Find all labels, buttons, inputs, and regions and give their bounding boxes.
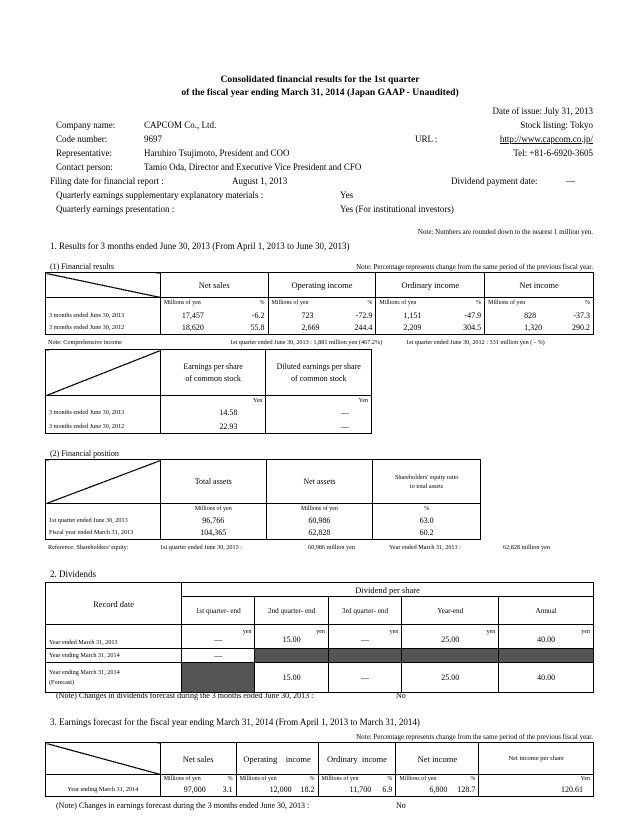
row-label: 3 months ended June 30, 2013 — [46, 309, 161, 322]
dividends-forecast-note-value: No — [396, 691, 406, 700]
stock-listing: Stock listing: Tokyo — [520, 120, 593, 130]
comprehensive-income-2013: 1st quarter ended June 30, 2013 : 1,881 million yen (467.2%) — [230, 339, 383, 346]
unit-yen: Yen — [479, 775, 594, 784]
dividend-payment-value: ― — [566, 176, 575, 186]
unit-pct: % — [585, 300, 590, 307]
reference-q1-label: 1st quarter ended June 30, 2013 : — [160, 544, 242, 551]
table-row — [46, 663, 594, 693]
row-label: Year ending March 31, 2014 — [46, 784, 161, 797]
cell: -6.2 — [251, 310, 265, 320]
table-corner — [46, 460, 161, 504]
cell: 723 — [301, 310, 314, 320]
col-net-income-per-share: Net income per share — [479, 743, 594, 775]
contact-label: Contact person: — [56, 162, 113, 172]
row-label: 3 months ended June 30, 2012 — [46, 322, 161, 335]
unit-pct: % — [470, 776, 476, 783]
row-label: 3 months ended June 30, 2013 — [46, 406, 161, 420]
cell: 18.2 — [300, 785, 315, 795]
row-label: 1st quarter ended June 30, 2013 — [46, 514, 161, 527]
col-q1-end: 1st quarter- end — [182, 597, 255, 625]
comprehensive-income-2012: 1st quarter ended June 30, 2012 : 331 million yen ( - %) — [406, 339, 545, 346]
shaded-cell — [328, 649, 401, 663]
company-label: Company name: — [56, 120, 116, 130]
unit-pct: % — [373, 504, 481, 514]
col-dividend-per-share: Dividend per share — [182, 583, 594, 597]
reference-q1-value: 60,986 million yen — [308, 544, 355, 551]
table-row — [46, 322, 594, 335]
dividends-forecast-note: (Note) Changes in dividends forecast during the 3 months ended June 30, 2013 : — [56, 691, 314, 700]
col-total-assets: Total assets — [160, 460, 266, 504]
cell: 14.58 — [160, 406, 266, 420]
col-equity-ratio: Shareholders' equity ratio to total assets — [373, 460, 481, 504]
row-label: Fiscal year ended March 31, 2013 — [46, 527, 161, 540]
table-row — [46, 527, 481, 540]
cell: 15.00 — [255, 663, 328, 693]
reference-label: Reference: Shareholders' equity: — [48, 544, 129, 551]
unit-pct: % — [259, 300, 265, 307]
table-row — [46, 309, 594, 322]
cell: ― — [328, 663, 401, 693]
col-eps: Earnings per share of common stock — [160, 350, 266, 396]
document-title-line1: Consolidated financial results for the 1st quarter — [220, 74, 420, 85]
unit-myen: Millions of yen — [266, 504, 373, 514]
col-net-assets: Net assets — [266, 460, 373, 504]
row-label: Year ended March 31, 2013 — [46, 625, 182, 649]
unit-pct: % — [367, 300, 373, 307]
cell: 25.00 — [402, 663, 499, 693]
unit-myen: Millions of yen — [399, 776, 437, 783]
cell: ― — [266, 406, 372, 420]
table-row — [46, 649, 594, 663]
financial-results-note: Note: Percentage represents change from the same period of the previous fiscal year. — [356, 263, 593, 271]
cell: ― — [361, 635, 370, 644]
contact-value: Tamio Oda, Director and Executive Vice President and CFO — [144, 162, 362, 172]
unit-yen: yen — [242, 629, 252, 635]
shaded-cell — [499, 649, 594, 663]
cell: 104,365 — [160, 527, 266, 540]
unit-myen: Millions of yen — [488, 300, 526, 307]
cell: 22.93 — [160, 420, 266, 434]
unit-pct: % — [476, 300, 482, 307]
forecast-heading: 3. Earnings forecast for the fiscal year ending March 31, 2014 (From April 1, 2013 to March 31, 2014) — [50, 717, 420, 727]
cell: 128.7 — [457, 785, 476, 795]
col-net-sales: Net sales — [160, 743, 236, 775]
representative-value: Haruhiro Tsujimoto, President and COO — [144, 148, 290, 158]
shaded-cell — [182, 663, 255, 693]
cell: 15.00 — [282, 635, 301, 644]
unit-yen: Yen — [266, 396, 372, 406]
forecast-note: Note: Percentage represents change from the same period of the previous fiscal year. — [356, 733, 593, 741]
col-net-income: Net income — [396, 743, 479, 775]
earnings-forecast-note: (Note) Changes in earnings forecast during the 3 months ended June 30, 2013 : — [56, 801, 310, 810]
financial-results-heading: (1) Financial results — [50, 262, 114, 271]
cell: 63.0 — [373, 514, 481, 527]
code-label: Code number: — [56, 134, 108, 144]
table-row — [46, 514, 481, 527]
reference-fy-label: Year ended March 31, 2013 : — [389, 544, 461, 551]
unit-pct: % — [309, 776, 315, 783]
table-row — [46, 625, 594, 649]
financial-results-table — [45, 272, 594, 335]
table-row — [46, 784, 594, 797]
cell: 120.61 — [479, 784, 594, 797]
unit-myen: Millions of yen — [163, 776, 201, 783]
cell: ― — [182, 649, 255, 663]
cell: -37.3 — [573, 310, 590, 320]
unit-yen: yen — [581, 629, 590, 635]
forecast-table — [45, 742, 594, 797]
cell: 96,766 — [160, 514, 266, 527]
unit-myen: Millions of yen — [160, 504, 266, 514]
cell: ― — [214, 635, 223, 644]
cell: 290.2 — [572, 323, 590, 333]
cell: 60.2 — [373, 527, 481, 540]
unit-yen: yen — [389, 629, 399, 635]
col-q3-end: 3rd quarter- end — [328, 597, 401, 625]
unit-yen: yen — [486, 629, 496, 635]
cell: 12,000 — [269, 785, 292, 795]
document-title-line2: of the fiscal year ending March 31, 2014 (Japan GAAP - Unaudited) — [181, 87, 459, 98]
cell: 25.00 — [441, 635, 460, 644]
section1-heading: 1. Results for 3 months ended June 30, 2013 (From April 1, 2013 to June 30, 2013) — [50, 241, 350, 251]
cell: -72.9 — [355, 310, 373, 320]
col-ordinary-income: Ordinary income — [376, 273, 485, 298]
rounding-note: Note: Numbers are rounded down to the nearest 1 million yen. — [417, 228, 593, 236]
date-of-issue: Date of issue: July 31, 2013 — [492, 106, 593, 116]
cell: 2,209 — [403, 323, 422, 333]
cell: 18,620 — [181, 323, 204, 333]
code-value: 9697 — [144, 134, 162, 144]
cell: 244.4 — [354, 323, 373, 333]
unit-pct: % — [227, 776, 233, 783]
filing-date-label: Filing date for financial report : — [50, 176, 164, 186]
col-net-sales: Net sales — [160, 273, 268, 298]
table-row — [46, 420, 372, 434]
col-operating-income: Operating income — [236, 743, 318, 775]
cell: 1,151 — [403, 310, 422, 320]
comprehensive-income-label: Note: Comprehensive income — [48, 339, 122, 346]
table-corner — [46, 350, 161, 396]
col-net-income: Net income — [485, 273, 594, 298]
unit-myen: Millions of yen — [379, 300, 417, 307]
cell: 60,986 — [266, 514, 373, 527]
presentation-label: Quarterly earnings presentation : — [56, 204, 175, 214]
table-corner — [46, 743, 161, 775]
unit-myen: Millions of yen — [163, 300, 201, 307]
table-row — [46, 406, 372, 420]
dividends-table — [45, 582, 594, 693]
unit-myen: Millions of yen — [271, 300, 309, 307]
representative-label: Representative: — [56, 148, 112, 158]
reference-fy-value: 62,828 million yen — [503, 544, 550, 551]
unit-myen: Millions of yen — [239, 776, 277, 783]
shaded-cell — [255, 649, 328, 663]
unit-myen: Millions of yen — [321, 776, 359, 783]
cell: 55.8 — [250, 323, 265, 333]
presentation-value: Yes (For institutional investors) — [340, 204, 454, 214]
col-operating-income: Operating income — [268, 273, 376, 298]
col-annual: Annual — [499, 597, 594, 625]
filing-date-value: August 1, 2013 — [232, 176, 288, 186]
row-label: Year ending March 31, 2014 (Forecast) — [46, 663, 182, 693]
cell: 3.1 — [222, 785, 233, 795]
shaded-cell — [402, 649, 499, 663]
col-q2-end: 2nd quarter- end — [255, 597, 328, 625]
financial-position-table — [45, 459, 481, 540]
financial-position-heading: (2) Financial position — [50, 449, 119, 458]
earnings-forecast-note-value: No — [396, 801, 406, 810]
cell: 6,800 — [429, 785, 448, 795]
cell: ― — [266, 420, 372, 434]
telephone: Tel: +81-6-6920-3605 — [513, 148, 593, 158]
col-diluted-eps: Diluted earnings per share of common stock — [266, 350, 372, 396]
col-record-date: Record date — [46, 583, 182, 625]
unit-yen: Yen — [160, 396, 266, 406]
url-label: URL : — [415, 134, 438, 144]
col-year-end: Year-end — [402, 597, 499, 625]
cell: 97,000 — [183, 785, 206, 795]
cell: 40.00 — [537, 635, 556, 644]
cell: 1,320 — [524, 323, 543, 333]
cell: 304.5 — [463, 323, 482, 333]
company-url-link[interactable]: http://www.capcom.co.jp/ — [499, 134, 593, 144]
cell: 17,457 — [181, 310, 204, 320]
eps-table — [45, 349, 372, 434]
unit-yen: yen — [316, 629, 325, 635]
unit-pct: % — [387, 776, 393, 783]
cell: 40.00 — [499, 663, 594, 693]
cell: 62,828 — [266, 527, 373, 540]
dividend-payment-label: Dividend payment date: — [451, 176, 538, 186]
col-ordinary-income: Ordinary income — [318, 743, 396, 775]
supplementary-materials-label: Quarterly earnings supplementary explanatory materials : — [56, 190, 264, 200]
dividends-heading: 2. Dividends — [50, 569, 96, 579]
cell: 6.9 — [382, 785, 393, 795]
supplementary-materials-value: Yes — [340, 190, 354, 200]
company-value: CAPCOM Co., Ltd. — [144, 120, 217, 130]
cell: -47.9 — [464, 310, 482, 320]
cell: 11,700 — [349, 785, 372, 795]
cell: 828 — [524, 310, 537, 320]
table-corner — [46, 273, 161, 298]
cell: 2,669 — [301, 323, 320, 333]
row-label: Year ending March 31, 2014 — [46, 649, 182, 663]
row-label: 3 months ended June 30, 2012 — [46, 420, 161, 434]
